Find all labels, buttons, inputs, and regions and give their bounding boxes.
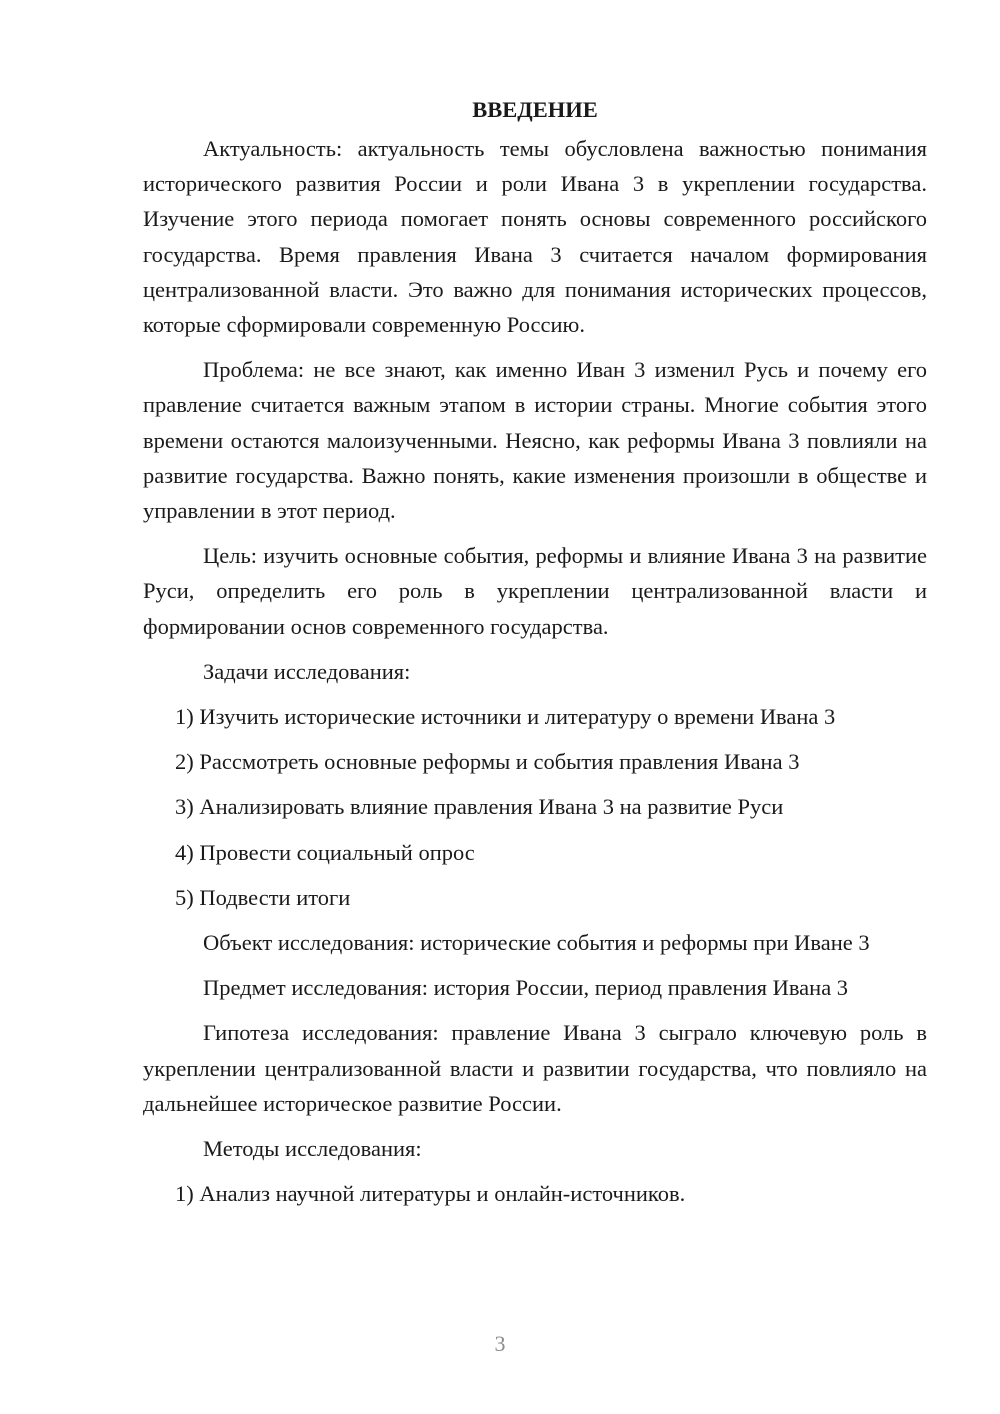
goal-paragraph: Цель: изучить основные события, реформы и влияние Ивана 3 на развитие Руси, определить его роль в укреплении централизованной власти и формировании основ современного государства.: [143, 543, 927, 639]
object-paragraph: Объект исследования: исторические события и реформы при Иване 3: [203, 930, 870, 956]
methods-list: [143, 1176, 927, 1211]
list-item: 1) Изучить исторические источники и литературу о времени Ивана 3: [175, 704, 836, 730]
subject-paragraph: Предмет исследования: история России, период правления Ивана 3: [203, 975, 849, 1001]
hypothesis-paragraph: Гипотеза исследования: правление Ивана 3 сыграло ключевую роль в укреплении централизованной власти и развитии государства, что повлияло на дальнейшее историческое развитие России.: [143, 1020, 927, 1116]
list-item: 3) Анализировать влияние правления Ивана 3 на развитие Руси: [175, 794, 784, 820]
tasks-list: [143, 699, 927, 915]
section-title: ВВЕДЕНИЕ: [472, 97, 598, 122]
list-item: 1) Анализ научной литературы и онлайн-источников.: [175, 1181, 686, 1207]
page-number: 3: [494, 1331, 506, 1356]
list-item: 5) Подвести итоги: [175, 884, 351, 910]
document-page: [143, 92, 927, 1221]
methods-heading: Методы исследования:: [203, 1136, 422, 1162]
tasks-heading: Задачи исследования:: [203, 658, 411, 684]
list-item: 2) Рассмотреть основные реформы и события правления Ивана 3: [175, 749, 800, 775]
list-item: 4) Провести социальный опрос: [175, 839, 475, 865]
problem-paragraph: Проблема: не все знают, как именно Иван 3 изменил Русь и почему его правление считается важным этапом в истории страны. Многие события этого времени остаются малоизученными. Неясно, как реформы Ивана 3 повлияли на развитие государства. Важно понять, какие изменения произошли в обществе и управлении в этот период.: [143, 357, 927, 524]
relevance-paragraph: Актуальность: актуальность темы обусловлена важностью понимания исторического развития России и роли Ивана 3 в укреплении государства. Изучение этого периода помогает понять основы современного российского государства. Время правления Ивана 3 считается началом формирования централизованной власти. Это важно для понимания исторических процессов, которые сформировали современную Россию.: [143, 136, 927, 338]
